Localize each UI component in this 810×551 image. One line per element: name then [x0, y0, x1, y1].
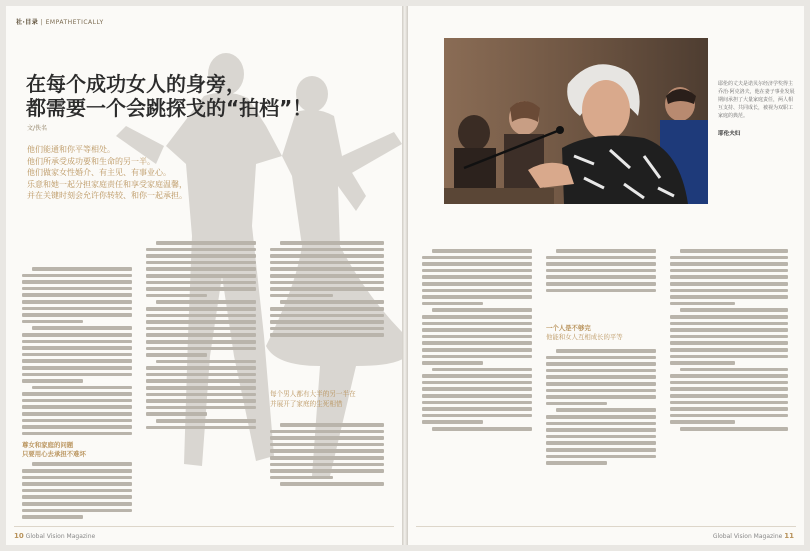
text-line: [270, 436, 384, 440]
text-line: [680, 249, 788, 253]
text-line: [556, 349, 656, 353]
text-line: [422, 322, 532, 326]
text-line: [422, 341, 532, 345]
text-line: [156, 300, 256, 304]
body-column-3b: [270, 420, 384, 522]
text-line: [670, 348, 788, 352]
body-column-3: [270, 238, 384, 388]
text-line: [22, 333, 132, 337]
text-line: [280, 241, 384, 245]
text-line: [22, 399, 132, 403]
text-line: [146, 248, 256, 252]
text-line: [22, 379, 83, 383]
caption-line: 互支持、共同成长，被视为双职工: [718, 105, 794, 111]
text-line: [546, 269, 656, 273]
body-column-6: [670, 246, 788, 522]
text-line: [670, 374, 788, 378]
body-column-5b: [546, 346, 656, 522]
text-line: [546, 289, 656, 293]
text-line: [270, 281, 384, 285]
body-paragraph: [22, 267, 132, 435]
text-line: [546, 448, 656, 452]
text-line: [432, 308, 532, 312]
text-line: [146, 393, 256, 397]
text-line: [270, 327, 384, 331]
body-paragraph: [270, 241, 384, 337]
text-line: [422, 282, 532, 286]
text-line: [270, 430, 384, 434]
text-line: [670, 275, 788, 279]
body-column-1: [22, 264, 132, 522]
text-line: [22, 476, 132, 480]
text-line: [270, 314, 384, 318]
text-line: [422, 407, 532, 411]
caption-line: 乔治·阿克洛夫，他在妻子事业发展: [718, 89, 795, 95]
text-line: [546, 375, 656, 379]
body-paragraph: [422, 249, 532, 431]
text-line: [146, 366, 256, 370]
text-line: [156, 419, 256, 423]
text-line: [146, 426, 256, 430]
body-column-4: [422, 246, 532, 522]
text-line: [546, 256, 656, 260]
text-line: [422, 335, 532, 339]
subhead: 尊女和家庭的问题 只要用心去承担不难坏: [22, 441, 86, 459]
lede-line: 并在关键时刻会允许你转较、和你一起承担。: [27, 191, 187, 201]
text-line: [270, 449, 384, 453]
text-line: [546, 428, 656, 432]
text-line: [146, 399, 256, 403]
text-line: [146, 314, 256, 318]
text-line: [270, 307, 384, 311]
body-paragraph: [546, 249, 656, 292]
text-line: [670, 256, 788, 260]
article-headline: 在每个成功女人的身旁， 都需要一个会跳探戈的“拍档”！: [26, 72, 313, 120]
text-line: [22, 482, 132, 486]
text-line: [670, 361, 735, 365]
text-line: [422, 348, 532, 352]
text-line: [270, 287, 384, 291]
body-column-2: [146, 238, 256, 522]
footer-rule: [14, 526, 394, 527]
text-line: [670, 302, 735, 306]
text-line: [422, 401, 532, 405]
text-line: [22, 405, 132, 409]
text-line: [680, 368, 788, 372]
text-line: [146, 406, 256, 410]
body-paragraph: [270, 423, 384, 486]
footer-rule: [416, 526, 796, 527]
text-line: [546, 369, 656, 373]
text-line: [270, 254, 384, 258]
text-line: [146, 274, 256, 278]
text-line: [270, 333, 384, 337]
text-line: [670, 328, 788, 332]
left-page: [6, 6, 402, 545]
text-line: [270, 261, 384, 265]
text-line: [22, 313, 132, 317]
text-line: [422, 328, 532, 332]
text-line: [670, 407, 788, 411]
text-line: [270, 476, 333, 480]
text-line: [22, 509, 132, 513]
text-line: [546, 356, 656, 360]
text-line: [422, 302, 483, 306]
text-line: [146, 254, 256, 258]
text-line: [270, 443, 384, 447]
text-line: [670, 401, 788, 405]
text-line: [270, 294, 333, 298]
text-line: [546, 382, 656, 386]
body-paragraph: [22, 462, 132, 522]
text-line: [670, 355, 788, 359]
text-line: [22, 469, 132, 473]
text-line: [146, 386, 256, 390]
text-line: [546, 422, 656, 426]
caption-line: 家庭的典范。: [718, 113, 749, 119]
text-line: [22, 340, 132, 344]
body-paragraph: [546, 349, 656, 465]
text-line: [22, 346, 132, 350]
text-line: [546, 455, 656, 459]
text-line: [146, 379, 256, 383]
text-line: [22, 502, 132, 506]
caption-title: 耶伦夫妇: [718, 131, 741, 137]
body-paragraph: [670, 249, 788, 431]
text-line: [146, 353, 207, 357]
text-line: [22, 307, 132, 311]
lede-line: 他们做家女性婚介、有主见、有事业心。: [27, 168, 171, 178]
text-line: [556, 249, 656, 253]
text-line: [546, 262, 656, 266]
text-line: [146, 261, 256, 265]
text-line: [546, 441, 656, 445]
section-label: 社·目录 | EMPATHETICALLY: [16, 19, 104, 26]
text-line: [670, 289, 788, 293]
text-line: [22, 392, 132, 396]
text-line: [670, 322, 788, 326]
text-line: [422, 414, 532, 418]
text-line: [146, 320, 256, 324]
text-line: [270, 469, 384, 473]
text-line: [546, 461, 607, 465]
text-line: [22, 373, 132, 377]
article-byline: 文/佚名: [27, 125, 48, 132]
text-line: [670, 269, 788, 273]
text-line: [146, 347, 256, 351]
text-line: [32, 326, 132, 330]
text-line: [422, 355, 532, 359]
text-line: [670, 282, 788, 286]
text-line: [670, 420, 735, 424]
caption-line: 耶伦的丈夫是诺贝尔经济学奖得主: [718, 81, 794, 87]
text-line: [432, 368, 532, 372]
text-line: [146, 373, 256, 377]
text-line: [422, 387, 532, 391]
text-line: [156, 360, 256, 364]
text-line: [22, 280, 132, 284]
caption-line: 期间承担了大量家庭责任，两人相: [718, 97, 794, 103]
text-line: [546, 395, 656, 399]
text-line: [280, 423, 384, 427]
text-line: [22, 359, 132, 363]
text-line: [270, 248, 384, 252]
text-line: [32, 386, 132, 390]
text-line: [22, 425, 132, 429]
text-line: [22, 320, 83, 324]
text-line: [270, 267, 384, 271]
text-line: [146, 327, 256, 331]
text-line: [546, 402, 607, 406]
text-line: [270, 320, 384, 324]
text-line: [280, 300, 384, 304]
text-line: [146, 287, 256, 291]
text-line: [22, 353, 132, 357]
text-line: [422, 269, 532, 273]
text-line: [22, 293, 132, 297]
text-line: [546, 282, 656, 286]
text-line: [422, 289, 532, 293]
text-line: [670, 295, 788, 299]
text-line: [146, 340, 256, 344]
text-line: [680, 427, 788, 431]
text-line: [546, 415, 656, 419]
text-line: [670, 381, 788, 385]
text-line: [422, 361, 483, 365]
lede-line: 他们能通和你平等相处。: [27, 145, 115, 154]
lede-line: 乐意和她一起分担家庭责任和享受家庭温馨，: [27, 179, 187, 189]
text-line: [156, 241, 256, 245]
text-line: [670, 335, 788, 339]
text-line: [432, 427, 532, 431]
text-line: [422, 256, 532, 260]
text-line: [546, 389, 656, 393]
text-line: [670, 341, 788, 345]
page-folio: Global Vision Magazine 11: [712, 532, 794, 540]
text-line: [680, 308, 788, 312]
text-line: [22, 287, 132, 291]
text-line: [146, 294, 207, 298]
text-line: [22, 495, 132, 499]
text-line: [422, 394, 532, 398]
text-line: [146, 307, 256, 311]
hearing-photo: [444, 38, 708, 204]
text-line: [432, 249, 532, 253]
text-line: [556, 408, 656, 412]
text-line: [546, 435, 656, 439]
text-line: [422, 295, 532, 299]
text-line: [422, 374, 532, 378]
text-line: [422, 381, 532, 385]
text-line: [22, 366, 132, 370]
text-line: [22, 432, 132, 436]
text-line: [270, 463, 384, 467]
text-line: [270, 274, 384, 278]
text-line: [546, 362, 656, 366]
text-line: [22, 274, 132, 278]
text-line: [146, 333, 256, 337]
text-line: [670, 262, 788, 266]
body-paragraph: [146, 241, 256, 429]
article-lede: [27, 144, 227, 202]
text-line: [146, 412, 207, 416]
text-line: [32, 267, 132, 271]
text-line: [270, 456, 384, 460]
text-line: [32, 462, 132, 466]
page-folio: 10 Global Vision Magazine: [14, 532, 96, 540]
text-line: [422, 262, 532, 266]
text-line: [670, 394, 788, 398]
text-line: [422, 275, 532, 279]
body-column-5: [546, 246, 656, 316]
text-line: [670, 414, 788, 418]
text-line: [146, 267, 256, 271]
text-line: [22, 515, 83, 519]
woman-speaking-photo-illustration: [444, 38, 708, 204]
right-page: [408, 6, 804, 545]
text-line: [422, 315, 532, 319]
text-line: [670, 315, 788, 319]
text-line: [22, 419, 132, 423]
text-line: [280, 482, 384, 486]
pull-quote: 每个男人都有大半的另一半在 并展开了家庭的生死相惜: [270, 390, 356, 408]
text-line: [22, 300, 132, 304]
text-line: [146, 281, 256, 285]
text-line: [22, 412, 132, 416]
text-line: [546, 275, 656, 279]
text-line: [670, 387, 788, 391]
photo-caption: [718, 80, 798, 138]
subhead: 一个人是不够完 他能和女人互相成长的平等: [546, 324, 623, 341]
lede-line: 他们所承受成功要和生命的另一半。: [27, 156, 155, 166]
text-line: [422, 420, 483, 424]
text-line: [22, 489, 132, 493]
